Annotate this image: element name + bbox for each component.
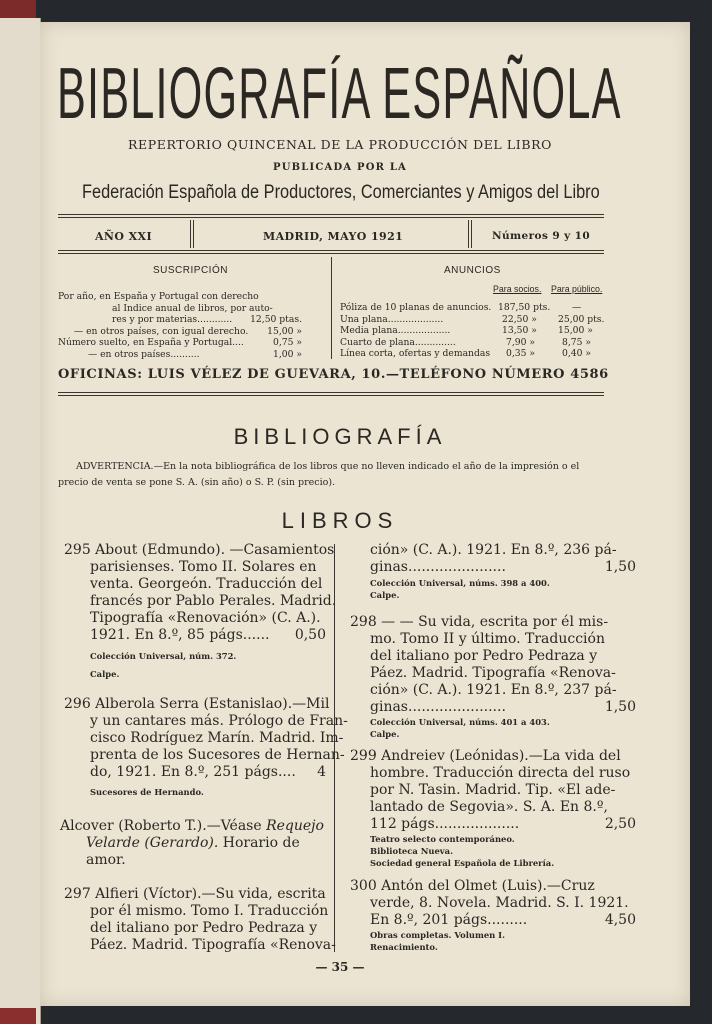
suscripcion-table — [58, 291, 302, 361]
suscripcion-row — [58, 326, 302, 338]
masthead-title — [56, 54, 622, 134]
entry-line: lantado de Segovia». S. A. En 8.º, — [370, 799, 608, 815]
entry-line-priced — [370, 559, 636, 576]
anuncios-heading: ANUNCIOS — [444, 265, 501, 276]
red-cover-tab-bottom — [0, 1008, 36, 1024]
entry-price: 1,50 — [604, 699, 636, 715]
page-number: — 35 — — [315, 960, 365, 974]
rule-mid-1 — [58, 250, 604, 251]
entry-line: prenta de los Sucesores de Hernan- — [90, 747, 345, 763]
suscripcion-label: — en otros países.......... — [88, 348, 200, 360]
suscripcion-label: al Indice anual de libros, por auto- — [112, 302, 273, 314]
rule-top-2 — [58, 217, 604, 218]
entry-note: Calpe. — [370, 729, 400, 739]
entry-295 — [64, 542, 337, 680]
suscripcion-row — [58, 291, 302, 303]
entry-line: 297 Alfieri (Víctor).—Su vida, escrita — [64, 886, 326, 902]
entry-alcover — [60, 818, 326, 869]
entry-line: 298 — — Su vida, escrita por él mis- — [350, 614, 609, 630]
entry-299 — [350, 748, 636, 869]
anuncio-label: Media plana.................. — [340, 325, 451, 337]
suscripcion-price: 12,50 ptas. — [250, 314, 302, 326]
entry-text: Horario de — [222, 835, 300, 851]
issue-numbers: Números 9 y 10 — [492, 230, 591, 242]
entry-line: verde, 8. Novela. Madrid. S. I. 1921. — [370, 895, 629, 911]
entry-text: ginas...................... — [370, 699, 506, 715]
entry-note: Renacimiento. — [370, 942, 438, 952]
anuncios-col-publico: Para público. — [551, 284, 603, 294]
anuncios-row — [340, 348, 610, 360]
entry-300 — [350, 878, 636, 953]
entry-line: 299 Andreiev (Leónidas).—La vida del — [350, 748, 621, 764]
entry-line-priced — [350, 816, 636, 833]
rule-top-1 — [58, 214, 604, 215]
entry-297-continued — [370, 542, 636, 601]
entry-line: Tipografía «Renovación» (C. A.). — [90, 610, 321, 626]
anuncios-col-socios: Para socios. — [493, 284, 542, 294]
anuncio-socios: 7,90 » — [506, 336, 535, 348]
issue-place-date: MADRID, MAYO 1921 — [263, 230, 404, 243]
suscripcion-row — [58, 337, 302, 349]
anuncios-row — [340, 314, 610, 326]
libros-heading: LIBROS — [281, 508, 399, 533]
anuncio-label: Una plana................... — [340, 313, 444, 325]
rule-mid-2 — [58, 253, 604, 254]
entry-line: 296 Alberola Serra (Estanislao).—Mil — [64, 696, 330, 712]
entry-line: mo. Tomo II y último. Traducción — [370, 631, 605, 647]
entry-note: Biblioteca Nueva. — [370, 846, 453, 856]
entry-line: amor. — [86, 852, 126, 868]
suscripcion-label: — en otros países, con igual derecho. — [74, 325, 249, 337]
entry-note: Calpe. — [90, 669, 120, 679]
advertencia-note: ADVERTENCIA.—En la nota bibliográfica de los libros que no lleven indicado el año de la impresión o el precio de venta se pone S. A. (sin año) o S. P. (sin precio). — [58, 461, 580, 488]
anuncio-socios: 187,50 pts. — [498, 302, 551, 313]
entry-297 — [64, 886, 336, 954]
rule-oficinas-2 — [58, 395, 604, 396]
entry-text: 112 págs................... — [370, 816, 520, 832]
entry-line: ción» (C. A.). 1921. En 8.º, 237 pá- — [370, 682, 617, 698]
entry-note: Obras completas. Volumen I. — [370, 930, 505, 940]
anuncios-row — [340, 325, 610, 337]
entry-note: Sucesores de Hernando. — [90, 787, 204, 797]
entry-line: 300 Antón del Olmet (Luis).—Cruz — [350, 878, 595, 894]
suscripcion-label: res y por materias............ — [112, 314, 233, 326]
previous-page-edge — [0, 18, 41, 1024]
suscripcion-heading: SUSCRIPCIÓN — [153, 265, 228, 276]
suscripcion-row — [58, 303, 302, 315]
entry-italic: Velarde (Gerardo). — [86, 835, 219, 851]
entry-text: Alcover (Roberto T.).—Véase — [60, 818, 262, 834]
entry-line-priced — [350, 699, 636, 716]
entry-price: 4,50 — [604, 912, 636, 928]
entry-line: por N. Tasin. Madrid. Tip. «El ade- — [370, 782, 616, 798]
entry-text: En 8.º, 201 págs......... — [370, 912, 528, 928]
anuncio-socios: 0,35 » — [506, 348, 535, 360]
entry-note: Calpe. — [370, 590, 400, 600]
suscripcion-label: Número suelto, en España y Portugal.... — [58, 337, 244, 349]
suscripcion-row — [58, 349, 302, 361]
anuncio-label: Línea corta, ofertas y demandas — [340, 348, 491, 360]
entry-line: Páez. Madrid. Tipografía «Renova- — [370, 665, 616, 681]
anuncio-label: Póliza de 10 planas de anuncios. — [340, 302, 492, 313]
anuncio-publico: — — [572, 302, 582, 313]
entry-price: 2,50 — [604, 816, 636, 832]
entry-note: Teatro selecto contemporáneo. — [370, 834, 515, 844]
entry-line-priced — [64, 764, 326, 781]
anuncio-publico: 8,75 » — [562, 336, 591, 348]
masthead-title-text: BIBLIOGRAFÍA ESPAÑOLA — [57, 54, 622, 134]
entry-line — [60, 818, 326, 835]
entry-italic: Requejo — [266, 818, 324, 834]
entry-line: cisco Rodríguez Marín. Madrid. Im- — [90, 730, 344, 746]
anuncio-label: Cuarto de plana.............. — [340, 336, 456, 348]
entry-line: parisienses. Tomo II. Solares en — [90, 559, 317, 575]
suscripcion-row — [58, 314, 302, 326]
anuncio-socios: 13,50 » — [502, 325, 537, 337]
entry-text: 1921. En 8.º, 85 págs...... — [90, 627, 270, 643]
entry-note: Colección Universal, núm. 372. — [90, 651, 237, 661]
entry-text: ginas...................... — [370, 559, 506, 575]
anuncios-row — [340, 337, 610, 349]
journal-page — [40, 22, 690, 1006]
entry-price: 0,50 — [294, 627, 326, 643]
entry-price: 1,50 — [604, 559, 636, 575]
suscripcion-price: 15,00 » — [267, 325, 302, 337]
entry-line: del italiano por Pedro Pedraza y — [370, 648, 598, 664]
anuncio-publico: 25,00 pts. — [558, 313, 605, 325]
anuncio-publico: 15,00 » — [558, 325, 593, 337]
entry-line: del italiano por Pedro Pedraza y — [90, 920, 318, 936]
info-divider-2 — [468, 220, 469, 248]
entry-line: Páez. Madrid. Tipografía «Renova- — [90, 937, 336, 953]
oficinas-line: OFICINAS: LUIS VÉLEZ DE GUEVARA, 10.—TELÉFONO NÚMERO 4586 — [58, 367, 609, 382]
entry-line: 295 About (Edmundo). —Casamientos — [64, 542, 335, 558]
entry-line: y un cantares más. Prólogo de Fran- — [90, 713, 348, 729]
bibliografia-heading: BIBLIOGRAFÍA — [233, 424, 447, 449]
subscription-ads-divider — [331, 257, 332, 359]
federacion-line: Federación Española de Productores, Comerciantes y Amigos del Libro — [82, 182, 600, 203]
entry-line: ción» (C. A.). 1921. En 8.º, 236 pá- — [370, 542, 617, 558]
entry-298 — [350, 614, 636, 740]
entry-line-priced — [350, 912, 636, 929]
info-divider-1b — [193, 220, 194, 248]
entry-note: Sociedad general Española de Librería. — [370, 858, 555, 868]
suscripcion-price: 0,75 » — [273, 337, 302, 349]
entry-line: hombre. Traducción directa del ruso — [370, 765, 631, 781]
masthead-subtitle: REPERTORIO QUINCENAL DE LA PRODUCCIÓN DEL LIBRO — [128, 137, 552, 152]
entry-note: Colección Universal, núms. 401 a 403. — [370, 717, 550, 727]
entry-line: venta. Georgeón. Traducción del — [90, 576, 323, 592]
entry-note: Colección Universal, núms. 398 a 400. — [370, 578, 550, 588]
publicada-line: PUBLICADA POR LA — [272, 162, 408, 173]
anuncio-publico: 0,40 » — [562, 348, 591, 360]
info-divider-2b — [471, 220, 472, 248]
suscripcion-price: 1,00 » — [273, 348, 302, 360]
entry-price: 4 — [317, 764, 326, 780]
suscripcion-label: Por año, en España y Portugal con derecho — [58, 291, 259, 302]
anuncios-table — [340, 302, 610, 360]
entry-line-priced — [64, 627, 326, 644]
entry-line: francés por Pablo Perales. Madrid. — [90, 593, 337, 609]
entry-line: por él mismo. Tomo I. Traducción — [90, 903, 329, 919]
entry-text: do, 1921. En 8.º, 251 págs.... — [90, 764, 296, 780]
issue-year: AÑO XXI — [95, 230, 153, 243]
entry-296 — [64, 696, 348, 798]
anuncios-row — [340, 302, 610, 314]
entry-line — [60, 835, 326, 852]
red-cover-tab-top — [0, 0, 36, 18]
info-divider-1 — [190, 220, 191, 248]
anuncio-socios: 22,50 » — [502, 313, 537, 325]
rule-oficinas-1 — [58, 392, 604, 393]
